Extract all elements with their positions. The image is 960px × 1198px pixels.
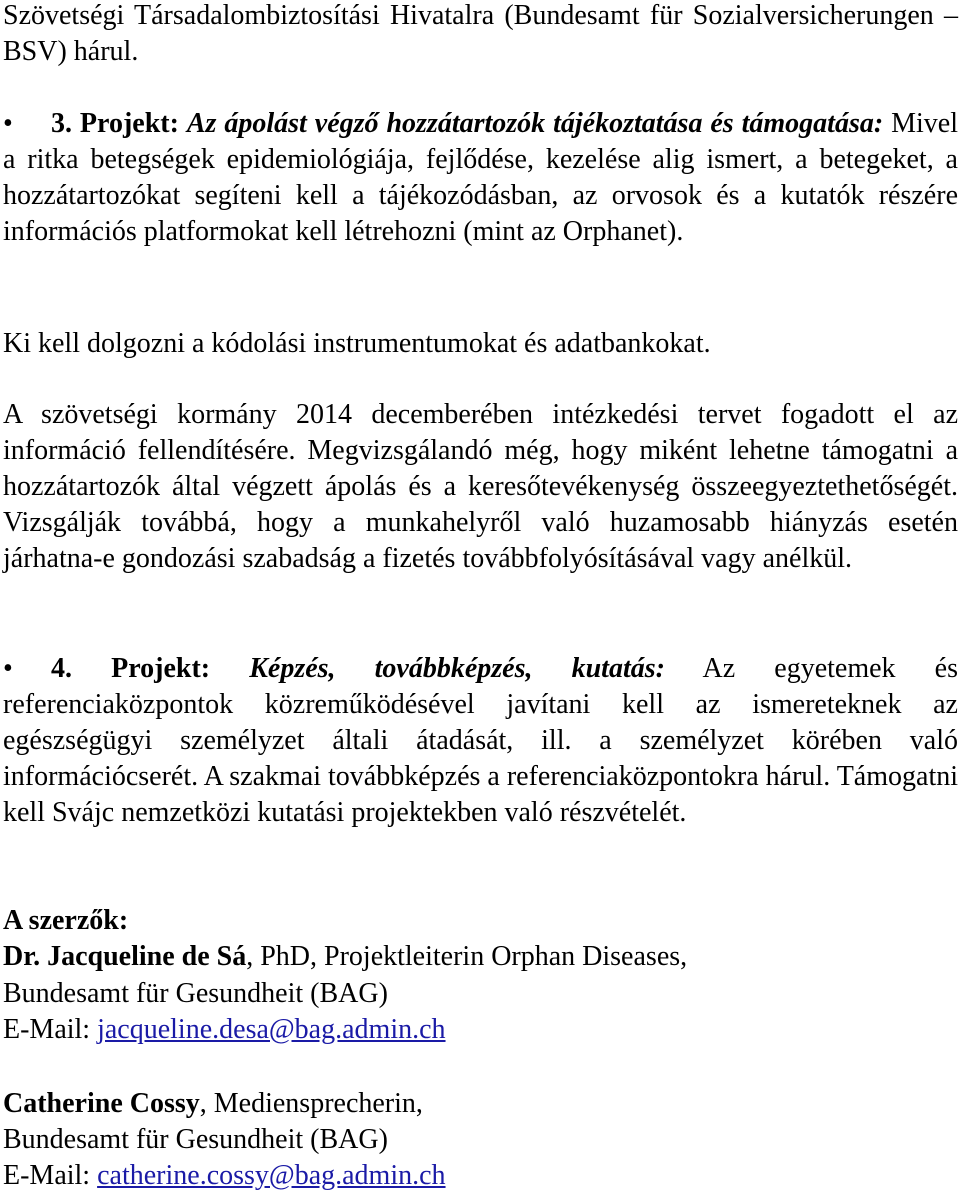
author1-email-link[interactable]: jacqueline.desa@bag.admin.ch — [97, 1014, 446, 1045]
author1-name: Dr. Jacqueline de Sá — [3, 941, 247, 972]
project4-body: Az egyetemek és referenciaközpontok közreműködésével javítani kell az ismereteknek az egészségügyi személyzet általi átadását, ill. a személyzet körében való információcserét. A szakmai továbbképzés a referenciaközpontokra hárul. Támogatni kell Svájc nemzetközi kutatási projektekben való részvételét. — [3, 653, 958, 828]
intro-paragraph — [3, 0, 958, 70]
author1-line — [3, 939, 687, 975]
project3-paragraph-3 — [3, 397, 958, 577]
author2-line — [3, 1086, 423, 1122]
author2-role: , Mediensprecherin, — [199, 1088, 423, 1119]
author2-name: Catherine Cossy — [3, 1088, 200, 1119]
project4-section — [3, 651, 958, 831]
author1-email-line — [3, 1012, 446, 1048]
project3-para2-text: Ki kell dolgozni a kódolási instrumentumokat és adatbankokat. — [3, 328, 711, 359]
intro-text: Szövetségi Társadalombiztosítási Hivatalra (Bundesamt für Sozialversicherungen – BSV) hárul. — [3, 0, 958, 67]
project3-paragraph-2 — [3, 326, 958, 362]
bullet-icon: • — [3, 653, 13, 684]
project3-para3-text: A szövetségi kormány 2014 decemberében intézkedési tervet fogadott el az információ fellendítésére. Megvizsgálandó még, hogy miként lehetne támogatni a hozzátartozók által végzett ápolás és a keresőtevékenység összeegyeztethetőségét. Vizsgálják továbbá, hogy a munkahelyről való huzamosabb hiányzás esetén járhatna-e gondozási szabadság a fizetés továbbfolyósításával vagy anélkül. — [3, 399, 958, 574]
project3-section — [3, 106, 958, 250]
author1-office: Bundesamt für Gesundheit (BAG) — [3, 978, 388, 1009]
author2-office: Bundesamt für Gesundheit (BAG) — [3, 1124, 388, 1155]
bullet-icon: • — [3, 108, 13, 139]
project3-label: 3. Projekt: — [51, 108, 179, 139]
author2-email-label: E-Mail: — [3, 1160, 98, 1191]
author2-email-link[interactable]: catherine.cossy@bag.admin.ch — [97, 1160, 446, 1191]
project3-title: Az ápolást végző hozzátartozók tájékoztatása és támogatása: — [186, 108, 884, 139]
author1-role: , PhD, Projektleiterin Orphan Diseases, — [246, 941, 688, 972]
project3-body: Mivel a ritka betegségek epidemiológiája, fejlődése, kezelése alig ismert, a betegeket, a hozzátartozókat segíteni kell a tájékozódásban, az orvosok és a kutatók részére információs platformokat kell létrehozni (mint az Orphanet). — [3, 108, 959, 247]
project4-label: 4. Projekt: — [51, 653, 211, 684]
author2-email-line — [3, 1158, 446, 1194]
authors-heading: A szerzők: — [3, 905, 129, 936]
author1-email-label: E-Mail: — [3, 1014, 98, 1045]
project4-title: Képzés, továbbképzés, kutatás: — [249, 653, 665, 684]
